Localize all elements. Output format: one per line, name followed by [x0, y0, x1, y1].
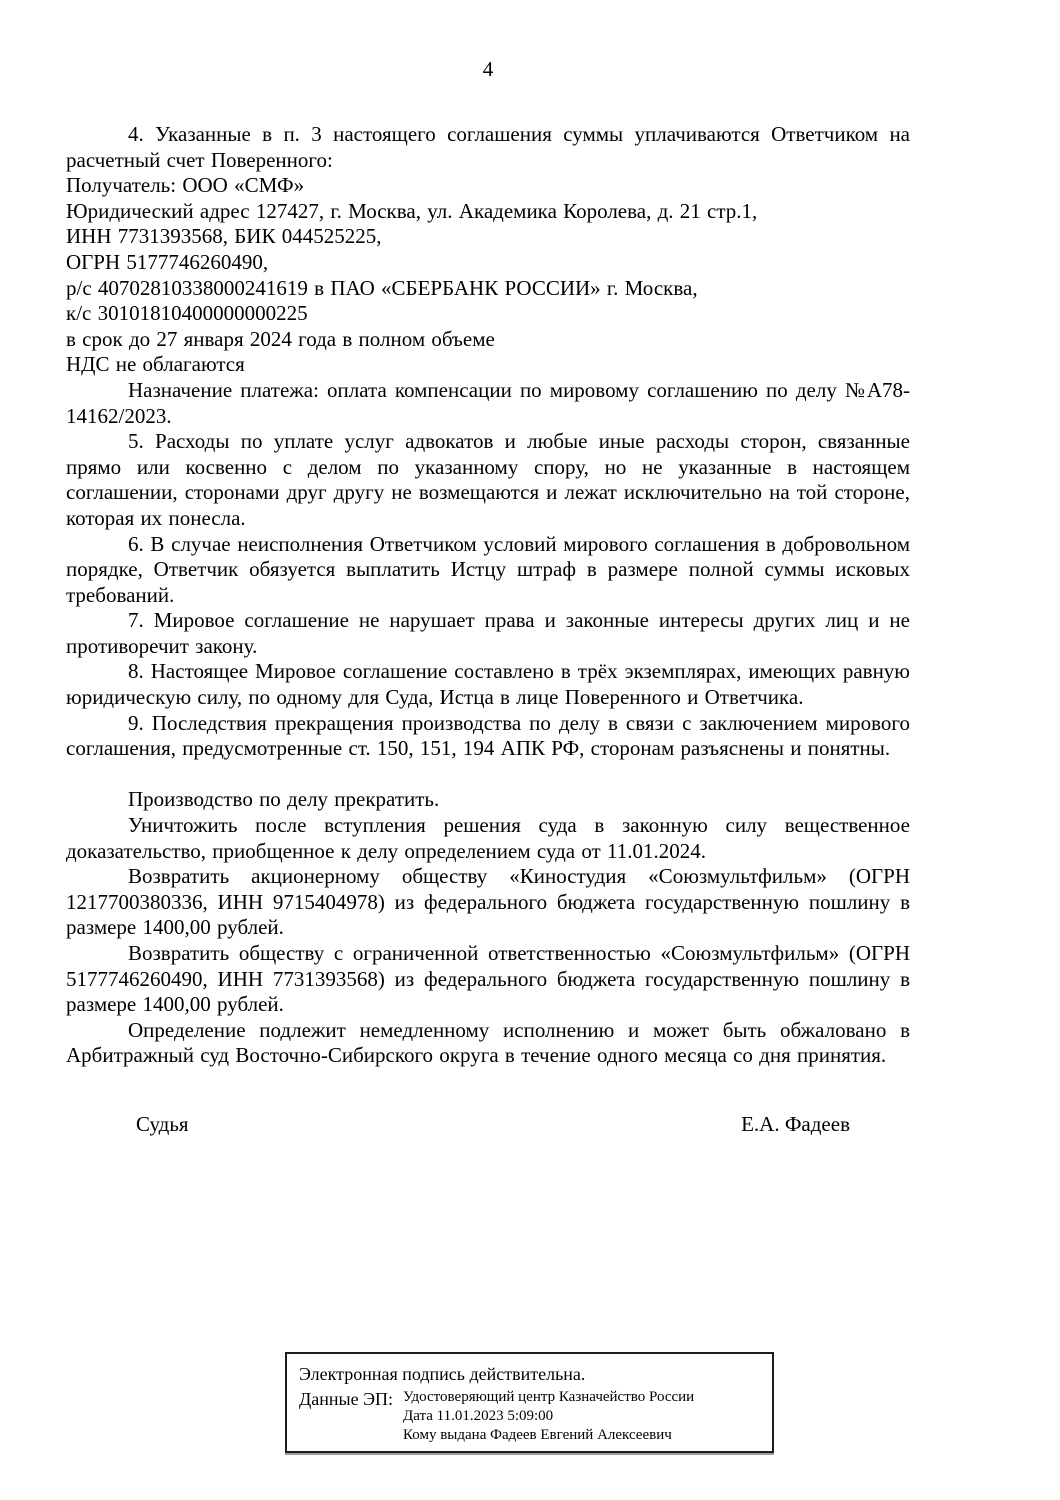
esign-detail-line: Кому выдана Фадеев Евгений Алексеевич: [403, 1427, 672, 1443]
paragraph: в срок до 27 января 2024 года в полном объеме: [66, 326, 495, 351]
paragraph: 6. В случае неисполнения Ответчиком условий мирового соглашения в добровольном порядке, Ответчик обязуется выплатить Истцу штраф в размере полной суммы исковых требований.: [66, 531, 910, 607]
paragraph: Определение подлежит немедленному исполнению и может быть обжаловано в Арбитражный суд Восточно-Сибирского округа в течение одного месяца со дня принятия.: [66, 1017, 910, 1068]
paragraph: к/с 30101810400000000225: [66, 301, 308, 326]
esign-detail-line: Удостоверяющий центр Казначейство России: [403, 1389, 695, 1405]
paragraph: Производство по делу прекратить.: [128, 787, 440, 812]
paragraph: 9. Последствия прекращения производства по делу в связи с заключением мирового соглашения, предусмотренные ст. 150, 151, 194 АПК РФ, сторонам разъяснены и понятны.: [66, 710, 910, 761]
paragraph: Возвратить обществу с ограниченной ответственностью «Союзмультфильм» (ОГРН 5177746260490, ИНН 7731393568) из федерального бюджета государственную пошлину в размере 1400,00 рублей.: [66, 941, 910, 1017]
paragraph: ОГРН 5177746260490,: [66, 249, 269, 274]
paragraph-spacer: [66, 762, 910, 788]
esign-data-row: [299, 1388, 760, 1445]
paragraph: Возвратить акционерному обществу «Киностудия «Союзмультфильм» (ОГРН 1217700380336, ИНН 9715404978) из федерального бюджета государственную пошлину в размере 1400,00 рублей.: [66, 864, 910, 940]
signature-name: Е.А. Фадеев: [741, 1111, 850, 1136]
paragraph: 8. Настоящее Мировое соглашение составлено в трёх экземплярах, имеющих равную юридическую силу, по одному для Суда, Истца в лице Поверенного и Ответчика.: [66, 659, 910, 710]
esign-data-label: Данные ЭП:: [299, 1389, 393, 1409]
signature-row: [66, 1111, 910, 1137]
esign-validity-text: Электронная подпись действительна.: [299, 1364, 586, 1384]
signature-role: Судья: [136, 1111, 189, 1136]
paragraph: 5. Расходы по уплате услуг адвокатов и любые иные расходы сторон, связанные прямо или косвенно с делом по указанному спору, но не указанные в настоящем соглашении, сторонами друг другу не возмещаются и лежат исключительно на той стороне, которая их понесла.: [66, 429, 910, 530]
paragraph: 4. Указанные в п. 3 настоящего соглашения суммы уплачиваются Ответчиком на расчетный счет Поверенного:: [66, 122, 910, 172]
document-text-block: [66, 56, 910, 1137]
document-body: [66, 122, 910, 1069]
paragraph: 7. Мировое соглашение не нарушает права и законные интересы других лиц и не противоречит закону.: [66, 608, 910, 658]
paragraph: НДС не облагаются: [66, 352, 245, 377]
esign-detail-line: Дата 11.01.2023 5:09:00: [403, 1408, 554, 1424]
paragraph: Юридический адрес 127427, г. Москва, ул. Академика Королева, д. 21 стр.1,: [66, 198, 758, 223]
paragraph: Уничтожить после вступления решения суда в законную силу вещественное доказательство, приобщенное к делу определением суда от 11.01.2024.: [66, 813, 910, 863]
paragraph: Назначение платежа: оплата компенсации по мировому соглашению по делу №А78-14162/2023.: [66, 377, 910, 428]
paragraph: Получатель: ООО «СМФ»: [66, 173, 305, 198]
paragraph: р/с 40702810338000241619 в ПАО «СБЕРБАНК РОССИИ» г. Москва,: [66, 275, 698, 300]
esign-details: [403, 1388, 694, 1445]
esignature-stamp: [285, 1352, 774, 1453]
page-number: 4: [482, 57, 494, 81]
paragraph: ИНН 7731393568, БИК 044525225,: [66, 224, 382, 249]
